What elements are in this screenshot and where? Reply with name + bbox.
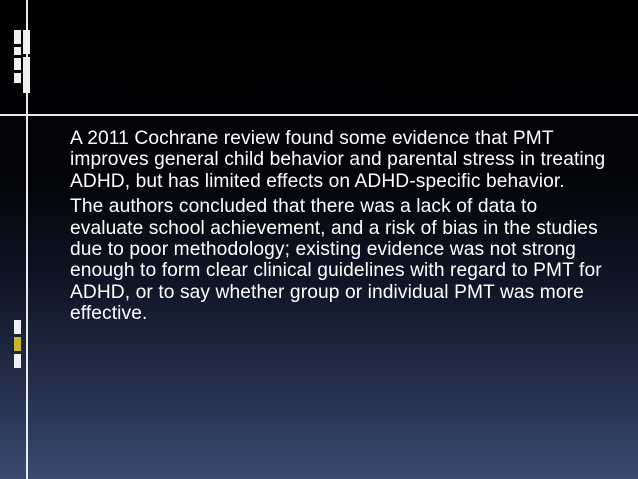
bar-column-right bbox=[23, 30, 30, 93]
paragraph-cochrane-review: A 2011 Cochrane review found some evidence that PMT improves general child behavior and parental stress in treating ADHD, but has limited effects on ADHD-specific behavior. bbox=[70, 128, 606, 192]
bar-segment bbox=[23, 57, 30, 93]
slide-body-text bbox=[70, 128, 610, 329]
bar-segment bbox=[14, 47, 21, 55]
bar-segment bbox=[14, 73, 21, 83]
bar-segment bbox=[14, 30, 21, 44]
paragraph-authors-conclusion: The authors concluded that there was a lack of data to evaluate school achievement, and a risk of bias in the studies due to poor methodology; existing evidence was not strong enough to form clear clinical guidelines with regard to PMT for ADHD, or to say whether group or individual PMT was more effective. bbox=[70, 196, 602, 325]
bar-column-left bbox=[14, 320, 21, 368]
bar-column-left bbox=[14, 30, 21, 93]
bar-segment bbox=[23, 30, 30, 54]
bar-segment bbox=[14, 354, 21, 368]
decorative-horizontal-line bbox=[0, 114, 638, 116]
bar-segment bbox=[14, 58, 21, 70]
decorative-bars-top-icon bbox=[14, 30, 30, 93]
decorative-bars-bottom-icon bbox=[14, 320, 21, 368]
bar-segment bbox=[14, 320, 21, 334]
accent-bar-segment bbox=[14, 337, 21, 351]
